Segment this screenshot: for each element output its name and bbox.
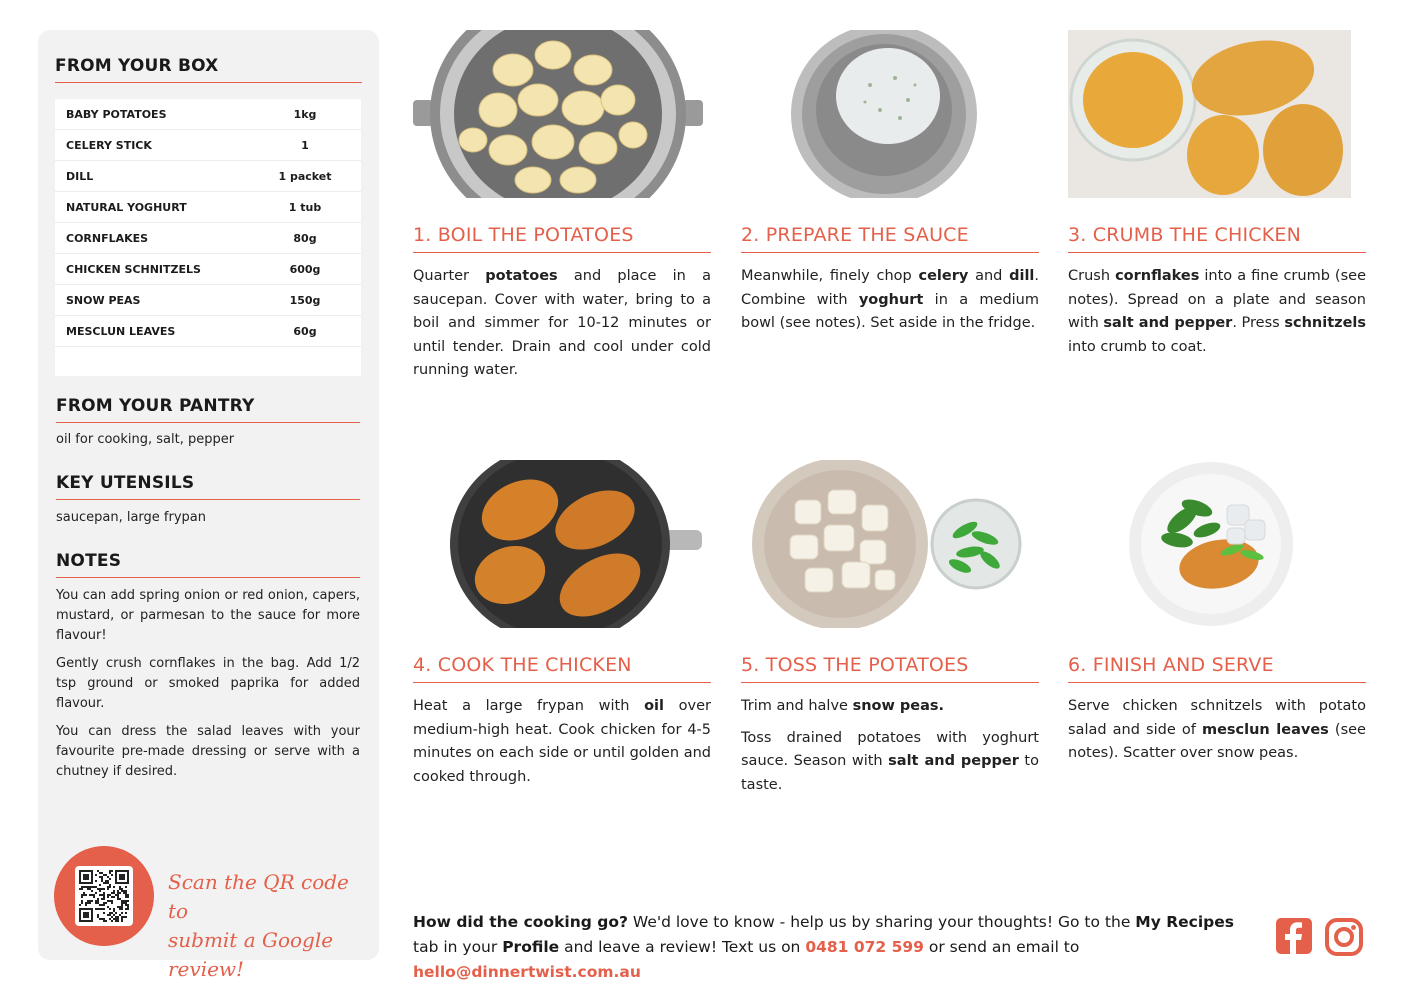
ingredient-row bbox=[55, 192, 361, 223]
instruction-paragraph: Trim and halve snow peas. bbox=[741, 698, 945, 714]
ingredient-qty: 1kg bbox=[293, 107, 317, 121]
ingredient-row bbox=[55, 130, 361, 161]
ingredient-name: BABY POTATOES bbox=[66, 107, 167, 121]
ingredient-qty: 150g bbox=[289, 293, 321, 307]
ingredient-name: DILL bbox=[66, 169, 94, 183]
step-1-instructions bbox=[413, 265, 711, 391]
step-5-instructions bbox=[741, 695, 1039, 805]
pantry-title: FROM YOUR PANTRY bbox=[56, 396, 360, 423]
note-item: Gently crush cornflakes in the bag. Add 1/2 tsp ground or smoked paprika for added flavour. bbox=[56, 656, 360, 711]
ingredient-name: MESCLUN LEAVES bbox=[66, 324, 176, 338]
ingredient-row bbox=[55, 254, 361, 285]
ingredient-qty: 1 packet bbox=[278, 169, 332, 183]
step-3-photo bbox=[1068, 30, 1351, 198]
qr-caption bbox=[168, 868, 368, 984]
instruction-paragraph: Crush cornflakes into a fine crumb (see notes). Spread on a plate and season with salt and pepper. Press schnitzels into crumb to coat. bbox=[1068, 268, 1367, 355]
note-item: You can dress the salad leaves with your favourite pre-made dressing or serve with a chutney if desired. bbox=[56, 724, 360, 779]
instruction-paragraph: Heat a large frypan with oil over medium-high heat. Cook chicken for 4-5 minutes on each side or until golden and cooked through. bbox=[413, 698, 711, 785]
step-6-title: 6. FINISH AND SERVE bbox=[1068, 654, 1366, 683]
notes-title: NOTES bbox=[56, 551, 360, 578]
ingredient-row bbox=[55, 285, 361, 316]
step-3-instructions bbox=[1068, 265, 1366, 367]
box-title: FROM YOUR BOX bbox=[55, 56, 362, 83]
step-2-title: 2. PREPARE THE SAUCE bbox=[741, 224, 1039, 253]
instruction-paragraph: Toss drained potatoes with yoghurt sauce. Season with salt and pepper to taste. bbox=[741, 729, 1039, 793]
qr-badge[interactable] bbox=[54, 846, 154, 946]
ingredient-qty: 600g bbox=[289, 262, 321, 276]
ingredient-name: CORNFLAKES bbox=[66, 231, 149, 245]
ingredient-qty: 1 bbox=[301, 138, 309, 152]
step-1-title: 1. BOIL THE POTATOES bbox=[413, 224, 711, 253]
instruction-paragraph: Meanwhile, finely chop celery and dill. Combine with yoghurt in a medium bowl (see notes). Set aside in the fridge. bbox=[741, 268, 1040, 331]
ingredient-qty: 60g bbox=[293, 324, 317, 338]
instruction-paragraph: Quarter potatoes and place in a saucepan. Cover with water, bring to a boil and simmer for 10-12 minutes or until tender. Drain and cool under cold running water. bbox=[413, 268, 711, 378]
note-item: You can add spring onion or red onion, capers, mustard, or parmesan to the sauce for more flavour! bbox=[56, 588, 360, 643]
notes-list bbox=[56, 586, 360, 790]
review-footer: How did the cooking go? We'd love to know - help us by sharing your thoughts! Go to the My Recipes tab in your Profile and leave a review! Text us on 0481 072 599 or send an email to hello@dinnertwist.com.au bbox=[413, 913, 1234, 981]
pantry-text: oil for cooking, salt, pepper bbox=[56, 432, 235, 447]
step-2-instructions bbox=[741, 265, 1039, 344]
step-4-instructions bbox=[413, 695, 711, 797]
ingredient-qty: 80g bbox=[293, 231, 317, 245]
ingredient-row bbox=[55, 316, 361, 347]
qr-caption-line: Scan the QR code to bbox=[168, 870, 349, 923]
qr-code-icon[interactable] bbox=[75, 866, 133, 926]
step-4-title: 4. COOK THE CHICKEN bbox=[413, 654, 711, 683]
ingredient-name: CHICKEN SCHNITZELS bbox=[66, 262, 201, 276]
step-1-photo bbox=[413, 30, 703, 198]
sidebar bbox=[38, 30, 379, 981]
utensils-text: saucepan, large frypan bbox=[56, 510, 206, 525]
step-4-photo bbox=[450, 460, 702, 628]
ingredient-row bbox=[55, 161, 361, 192]
step-3-title: 3. CRUMB THE CHICKEN bbox=[1068, 224, 1366, 253]
ingredient-name: SNOW PEAS bbox=[66, 293, 141, 307]
ingredient-name: NATURAL YOGHURT bbox=[66, 200, 187, 214]
ingredients-table bbox=[55, 99, 361, 376]
utensils-title: KEY UTENSILS bbox=[56, 473, 360, 500]
ingredient-qty: 1 tub bbox=[288, 200, 322, 214]
step-5-title: 5. TOSS THE POTATOES bbox=[741, 654, 1039, 683]
step-6-instructions bbox=[1068, 695, 1366, 774]
instruction-paragraph: Serve chicken schnitzels with potato salad and side of mesclun leaves (see notes). Scatter over snow peas. bbox=[1068, 698, 1366, 761]
step-6-photo bbox=[1127, 460, 1295, 628]
instagram-icon[interactable] bbox=[1325, 918, 1363, 956]
qr-caption-line: submit a Google review! bbox=[168, 928, 334, 981]
ingredient-name: CELERY STICK bbox=[66, 138, 152, 152]
ingredient-row bbox=[55, 223, 361, 254]
facebook-icon[interactable] bbox=[1276, 918, 1314, 956]
step-5-photo bbox=[750, 460, 1022, 628]
ingredient-row bbox=[55, 99, 361, 130]
step-2-photo bbox=[790, 30, 978, 198]
